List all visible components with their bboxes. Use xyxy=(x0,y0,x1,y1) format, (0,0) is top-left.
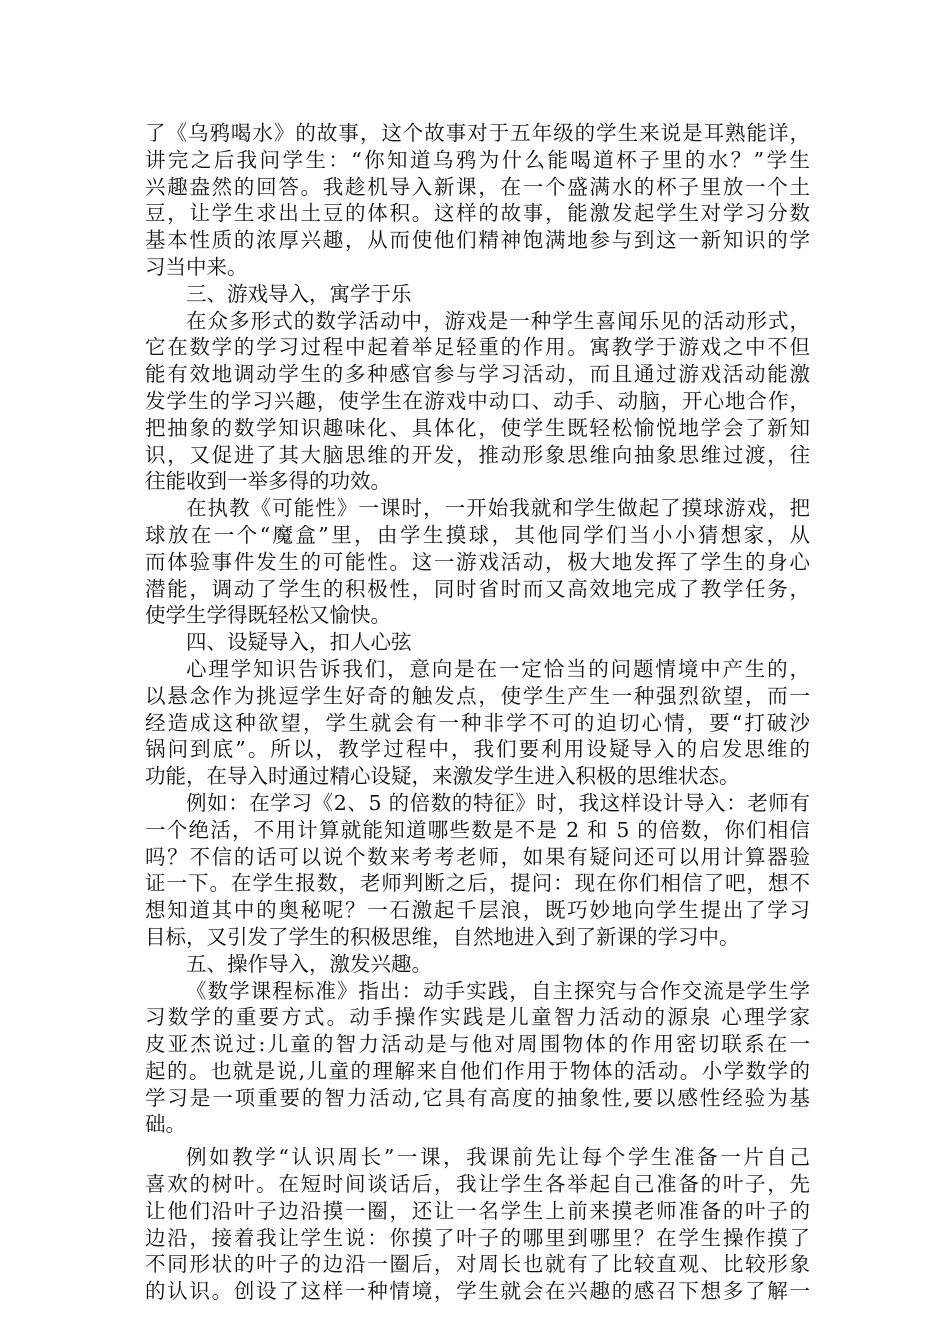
text-line: 想知道其中的奥秘呢？一石激起千层浪，既巧妙地向学生提出了学习 xyxy=(145,898,810,923)
text-line: 皮亚杰说过:儿童的智力活动是与他对周围物体的作用密切联系在一 xyxy=(145,1032,810,1057)
text-line: 了《乌鸦喝水》的故事，这个故事对于五年级的学生来说是耳熟能详， xyxy=(145,121,810,145)
text-line: 喜欢的树叶。在短时间谈话后，我让学生各举起自己准备的叶子，先 xyxy=(145,1172,810,1197)
text-line: 使学生学得既轻松又愉快。 xyxy=(145,603,391,628)
text-line: 让他们沿叶子边沿摸一圈，还让一名学生上前来摸老师准备的叶子的 xyxy=(145,1198,810,1223)
text-line: 兴趣盎然的回答。我趁机导入新课，在一个盛满水的杯子里放一个土 xyxy=(145,174,810,199)
text-line: 一个绝活，不用计算就能知道哪些数是不是 2 和 5 的倍数，你们相信 xyxy=(145,817,810,842)
text-line: 不同形状的叶子的边沿一圈后，对周长也就有了比较直观、比较形象 xyxy=(145,1252,810,1277)
text-line: 经造成这种欲望，学生就会有一种非学不可的迫切心情，要“打破沙 xyxy=(145,710,810,735)
text-line: 在执教《可能性》一课时，一开始我就和学生做起了摸球游戏，把 xyxy=(186,496,810,521)
text-line: 识，又促进了其大脑思维的开发，推动形象思维向抽象思维过渡，往 xyxy=(145,442,810,467)
text-line: 讲完之后我问学生：“你知道乌鸦为什么能喝道杯子里的水？”学生 xyxy=(145,147,810,172)
text-line: 而体验事件发生的可能性。这一游戏活动，极大地发挥了学生的身心 xyxy=(145,549,810,574)
text-line: 例如教学“认识周长”一课，我课前先让每个学生准备一片自己 xyxy=(186,1145,810,1170)
paragraph-game-example xyxy=(145,495,810,629)
text-line: 豆，让学生求出土豆的体积。这样的故事，能激发起学生对学习分数 xyxy=(145,201,810,226)
section-heading-operation xyxy=(145,951,810,978)
text-line: 《数学课程标准》指出：动手实践，自主探究与合作交流是学生学 xyxy=(186,978,810,1003)
text-line: 在众多形式的数学活动中，游戏是一种学生喜闻乐见的活动形式， xyxy=(186,308,810,333)
paragraph-question-example xyxy=(145,790,810,951)
text-line: 心理学知识告诉我们，意向是在一定恰当的问题情境中产生的， xyxy=(186,656,810,681)
text-line: 起的。也就是说,儿童的理解来自他们作用于物体的活动。小学数学的 xyxy=(145,1058,810,1083)
paragraph-game-intro xyxy=(145,308,810,496)
text-line: 例如：在学习《2、5 的倍数的特征》时，我这样设计导入：老师有 xyxy=(186,790,810,815)
text-line: 球放在一个“魔盒”里，由学生摸球，其他同学们当小小猜想家，从 xyxy=(145,522,810,547)
text-line: 习数学的重要方式。动手操作实践是儿童智力活动的源泉 心理学家 xyxy=(145,1005,810,1030)
text-line: 锅问到底”。所以，教学过程中，我们要利用设疑导入的启发思维的 xyxy=(145,737,810,762)
text-line: 能有效地调动学生的多种感官参与学习活动，而且通过游戏活动能激 xyxy=(145,362,810,387)
text-line: 础。 xyxy=(145,1112,186,1137)
text-line: 基本性质的浓厚兴趣，从而使他们精神饱满地参与到这一新知识的学 xyxy=(145,228,810,253)
document-page xyxy=(145,120,810,1305)
text-line: 的认识。创设了这样一种情境，学生就会在兴趣的感召下想多了解一 xyxy=(145,1279,810,1304)
heading-text: 三、游戏导入，寓学于乐 xyxy=(186,281,412,306)
heading-text: 五、操作导入，激发兴趣。 xyxy=(186,951,432,976)
text-line: 以悬念作为挑逗学生好奇的触发点，使学生产生一种强烈欲望，而一 xyxy=(145,683,810,708)
section-heading-game xyxy=(145,281,810,308)
text-line: 吗？不信的话可以说个数来考考老师，如果有疑问还可以用计算器验 xyxy=(145,844,810,869)
heading-text: 四、设疑导入，扣人心弦 xyxy=(186,630,412,655)
text-line: 边沿，接着我让学生说：你摸了叶子的哪里到哪里？在学生操作摸了 xyxy=(145,1225,810,1250)
text-line: 发学生的学习兴趣，使学生在游戏中动口、动手、动脑，开心地合作， xyxy=(145,388,810,413)
text-line: 目标，又引发了学生的积极思维，自然地进入到了新课的学习中。 xyxy=(145,924,740,949)
text-line: 功能，在导入时通过精心设疑，来激发学生进入积极的思维状态。 xyxy=(145,764,740,789)
text-line: 习当中来。 xyxy=(145,254,248,279)
text-line: 它在数学的学习过程中起着举足轻重的作用。寓教学于游戏之中不但 xyxy=(145,335,810,360)
paragraph-operation-intro xyxy=(145,978,810,1139)
text-line: 把抽象的数学知识趣味化、具体化，使学生既轻松愉悦地学会了新知 xyxy=(145,415,810,440)
paragraph-operation-example xyxy=(145,1144,810,1305)
text-line: 证一下。在学生报数，老师判断之后，提问：现在你们相信了吧，想不 xyxy=(145,871,810,896)
section-heading-question xyxy=(145,629,810,656)
paragraph-wuya-story xyxy=(145,120,810,281)
text-line: 学习是一项重要的智力活动,它具有高度的抽象性,要以感性经验为基 xyxy=(145,1085,810,1110)
text-line: 潜能，调动了学生的积极性，同时省时而又高效地完成了教学任务， xyxy=(145,576,810,601)
paragraph-question-intro xyxy=(145,656,810,790)
text-line: 往能收到一举多得的功效。 xyxy=(145,469,391,494)
